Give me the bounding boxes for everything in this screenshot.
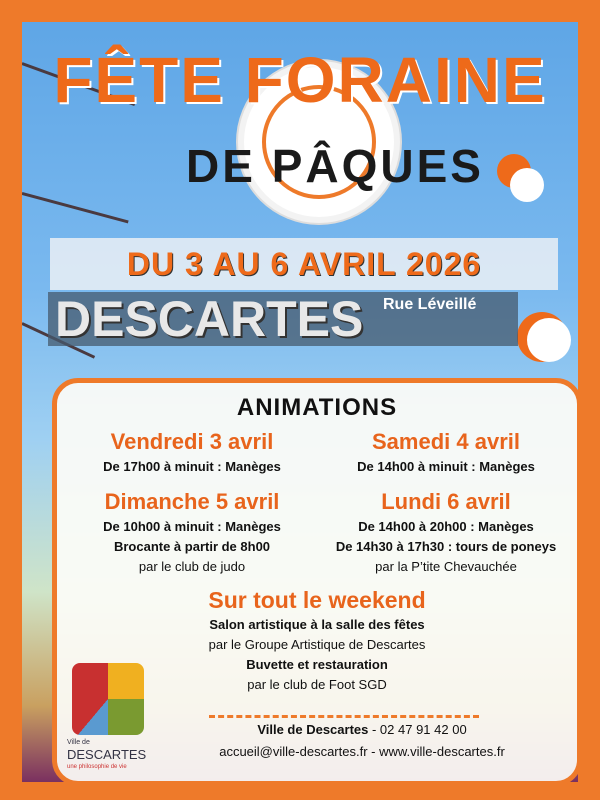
- day-title: Dimanche 5 avril: [104, 489, 280, 514]
- contact-phone: - 02 47 91 42 00: [368, 722, 467, 737]
- day-title: Lundi 6 avril: [381, 489, 511, 514]
- contact-name: Ville de Descartes: [257, 722, 369, 737]
- day-block: [315, 427, 577, 477]
- logo-name: DESCARTES: [67, 747, 147, 762]
- day-line: par le club de judo: [138, 559, 246, 574]
- town-name: DESCARTES: [55, 291, 364, 347]
- weekend-line: Salon artistique à la salle des fêtes: [209, 617, 425, 632]
- logo-pre: Ville de: [67, 739, 90, 746]
- poster-title: FÊTE FORAINE: [53, 44, 547, 116]
- contact-info: [152, 719, 572, 763]
- day-line: De 14h00 à 20h00 : Manèges: [358, 519, 534, 534]
- day-block: [61, 427, 323, 477]
- weekend-line: Buvette et restauration: [246, 657, 388, 672]
- town-logo-icon: [72, 663, 144, 735]
- street-name: Rue Léveillé: [383, 296, 477, 313]
- poster-subtitle: DE PÂQUES: [186, 140, 484, 192]
- dates-banner: DU 3 AU 6 AVRIL 2026: [50, 238, 558, 290]
- day-block: [315, 487, 577, 577]
- day-line: De 14h00 à minuit : Manèges: [357, 459, 535, 474]
- day-title: Vendredi 3 avril: [110, 429, 274, 454]
- day-block: [61, 487, 323, 577]
- decorative-dot: [527, 318, 571, 362]
- weekend-title: Sur tout le weekend: [208, 587, 426, 613]
- town-logo-text: [67, 737, 147, 773]
- swing-chain: [22, 192, 129, 223]
- logo-tagline: une philosophie de vie: [67, 764, 127, 770]
- day-line: Brocante à partir de 8h00: [113, 539, 271, 554]
- day-line: De 14h30 à 17h30 : tours de poneys: [335, 539, 557, 554]
- weekend-line: par le Groupe Artistique de Descartes: [208, 637, 426, 652]
- weekend-line: par le club de Foot SGD: [247, 677, 387, 692]
- day-line: De 10h00 à minuit : Manèges: [103, 519, 281, 534]
- dashed-divider: [209, 715, 479, 718]
- contact-web: accueil@ville-descartes.fr - www.ville-descartes.fr: [219, 744, 505, 759]
- day-title: Samedi 4 avril: [372, 429, 520, 454]
- program-heading: ANIMATIONS: [236, 394, 398, 421]
- day-line: De 17h00 à minuit : Manèges: [103, 459, 281, 474]
- day-line: par la P’tite Chevauchée: [375, 559, 517, 574]
- program-box: [52, 378, 582, 786]
